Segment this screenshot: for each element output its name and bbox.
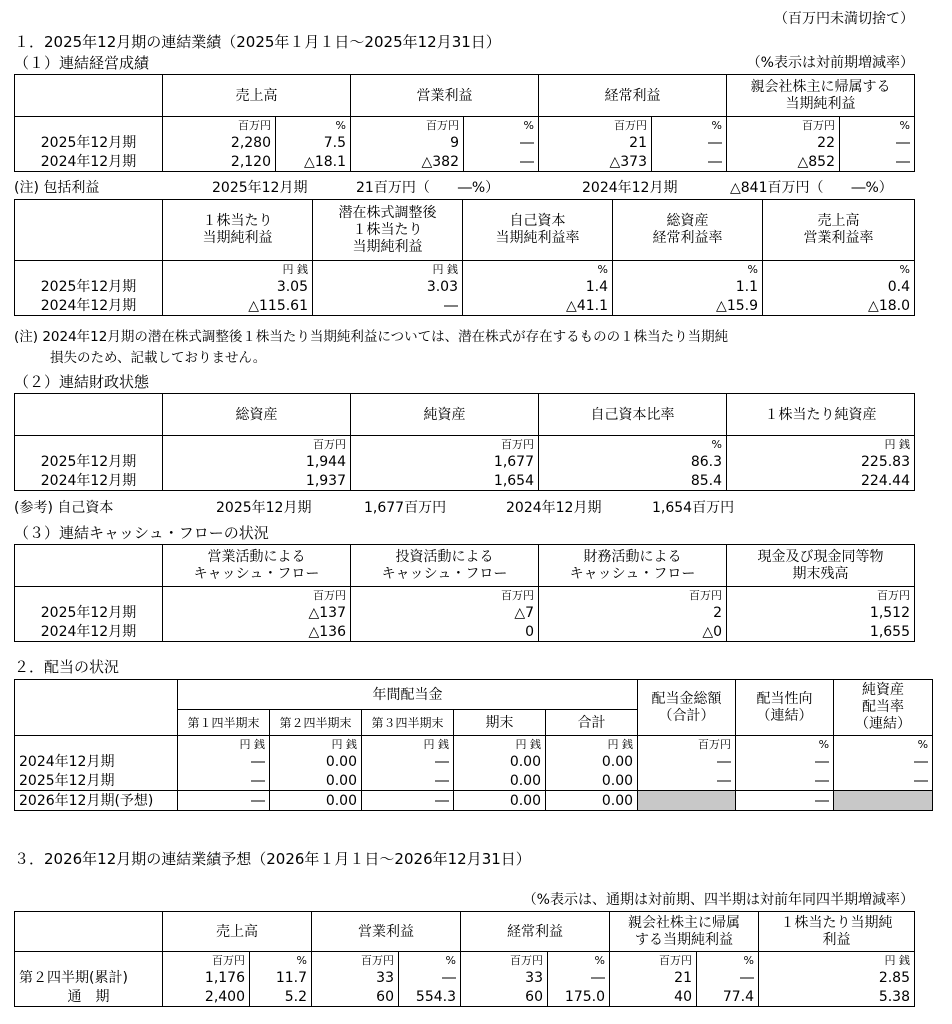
cell: △18.1 (276, 153, 351, 172)
table-row (15, 969, 915, 988)
header-net-assets: 純資産 (351, 394, 539, 436)
header-total-assets: 総資産 (163, 394, 351, 436)
unit: 百万円 (163, 436, 351, 453)
unit: % (652, 117, 727, 134)
cash-flow-table (14, 544, 915, 642)
row-label: 2026年12月期(予想) (15, 791, 178, 811)
cell: 0.00 (270, 791, 362, 811)
cell: 85.4 (539, 472, 727, 491)
cell: ― (362, 772, 454, 791)
row-label: 2025年12月期 (15, 453, 163, 472)
diluted-eps-note-line2: 損失のため、記載しておりません。 (50, 350, 267, 366)
table-row (15, 753, 933, 772)
cell: 7.5 (276, 134, 351, 153)
table-row (15, 278, 915, 297)
cell: ― (840, 134, 915, 153)
equity-ref-period-2: 2024年12月期 (506, 500, 602, 516)
row-label: 2024年12月期 (15, 753, 178, 772)
cell: ― (736, 753, 834, 772)
header-q3-end: 第３四半期末 (362, 710, 454, 736)
cell: ― (834, 772, 933, 791)
header-ordinary-income: 経常利益 (461, 912, 610, 952)
row-label: 2025年12月期 (15, 278, 163, 297)
table-row (15, 988, 915, 1007)
unit: % (399, 952, 461, 969)
equity-ref-period-1: 2025年12月期 (216, 500, 312, 516)
row-label: 2025年12月期 (15, 772, 178, 791)
unit: % (464, 117, 539, 134)
header-investing-cf: 投資活動による キャッシュ・フロー (351, 545, 539, 587)
cell: 1,937 (163, 472, 351, 491)
header-operating-margin: 売上高 営業利益率 (763, 200, 915, 261)
table-row (15, 134, 915, 153)
comprehensive-income-value-1: 21百万円（ ―%） (356, 180, 500, 196)
cell: ― (362, 791, 454, 811)
unit-note: （百万円未満切捨て） (774, 11, 914, 27)
cell: ― (548, 969, 610, 988)
cell: ― (399, 969, 461, 988)
cell-shaded (638, 791, 736, 811)
cell: ― (362, 753, 454, 772)
table-row (15, 791, 933, 811)
row-label: 2025年12月期 (15, 604, 163, 623)
unit: % (463, 261, 613, 278)
cell: △115.61 (163, 297, 313, 316)
unit: % (834, 736, 933, 753)
row-label: 2025年12月期 (15, 134, 163, 153)
cell: 33 (312, 969, 399, 988)
equity-ref-value-2: 1,654百万円 (652, 500, 735, 516)
unit: % (840, 117, 915, 134)
cell: ― (736, 791, 834, 811)
cell: 2,400 (163, 988, 250, 1007)
cell: 0.00 (270, 753, 362, 772)
comprehensive-income-period-2: 2024年12月期 (582, 180, 678, 196)
cell: 1,677 (351, 453, 539, 472)
cell: 1,176 (163, 969, 250, 988)
cell: 9 (351, 134, 464, 153)
cell: 1,944 (163, 453, 351, 472)
cell: 2 (539, 604, 727, 623)
unit: 百万円 (610, 952, 697, 969)
cell: 2.85 (759, 969, 915, 988)
header-payout-ratio: 配当性向 （連結） (736, 680, 834, 736)
row-label: 2024年12月期 (15, 623, 163, 642)
cell: 40 (610, 988, 697, 1007)
header-cash-end: 現金及び現金同等物 期末残高 (727, 545, 915, 587)
cell: 77.4 (697, 988, 759, 1007)
table-row (15, 453, 915, 472)
unit: % (250, 952, 312, 969)
cell: 0.00 (546, 753, 638, 772)
header-financing-cf: 財務活動による キャッシュ・フロー (539, 545, 727, 587)
header-equity-ratio: 自己資本比率 (539, 394, 727, 436)
cell: 21 (539, 134, 652, 153)
cell: ― (313, 297, 463, 316)
comprehensive-income-label: (注) 包括利益 (14, 180, 100, 196)
table-row (15, 604, 915, 623)
unit: 円 銭 (163, 261, 313, 278)
unit: 百万円 (163, 587, 351, 604)
unit: 百万円 (312, 952, 399, 969)
row-label: 第２四半期(累計) (15, 969, 163, 988)
forecast-table (14, 911, 915, 1007)
forecast-pct-note: （%表示は、通期は対前期、四半期は対前年同四半期増減率） (522, 892, 914, 908)
header-roe: 自己資本 当期純利益率 (463, 200, 613, 261)
cell: ― (464, 153, 539, 172)
cell: 0.00 (546, 772, 638, 791)
cell: ― (638, 753, 736, 772)
unit: 円 銭 (362, 736, 454, 753)
cell: 33 (461, 969, 548, 988)
section1-sub2: （２）連結財政状態 (14, 373, 150, 391)
cell: ― (834, 753, 933, 772)
cell: 2,120 (163, 153, 276, 172)
table-row (15, 297, 915, 316)
header-ordinary-income: 経常利益 (539, 75, 727, 117)
cell: ― (736, 772, 834, 791)
cell: 11.7 (250, 969, 312, 988)
operating-results-table (14, 74, 915, 172)
cell: 554.3 (399, 988, 461, 1007)
cell: △136 (163, 623, 351, 642)
comprehensive-income-period-1: 2025年12月期 (212, 180, 308, 196)
section1-sub3: （３）連結キャッシュ・フローの状況 (14, 524, 269, 542)
cell: ― (638, 772, 736, 791)
unit: 百万円 (727, 587, 915, 604)
unit: 百万円 (351, 117, 464, 134)
cell: 3.05 (163, 278, 313, 297)
dividend-table (14, 679, 933, 811)
cell: ― (178, 753, 270, 772)
unit: % (276, 117, 351, 134)
header-annual-dividend: 年間配当金 (178, 680, 638, 710)
section1-sub1: （１）連結経営成績 (14, 54, 150, 72)
unit: 百万円 (351, 436, 539, 453)
header-eps: １株当たり 当期純利益 (163, 200, 313, 261)
cell: 21 (610, 969, 697, 988)
cell: △18.0 (763, 297, 915, 316)
header-operating-cf: 営業活動による キャッシュ・フロー (163, 545, 351, 587)
cell: ― (652, 134, 727, 153)
unit: 円 銭 (178, 736, 270, 753)
section3-title: ３．2026年12月期の連結業績予想（2026年１月１日～2026年12月31日） (14, 850, 531, 868)
per-share-table (14, 199, 915, 316)
header-q2-end: 第２四半期末 (270, 710, 362, 736)
cell: 5.38 (759, 988, 915, 1007)
cell: ― (697, 969, 759, 988)
header-eps: １株当たり当期純 利益 (759, 912, 915, 952)
header-dividend-total: 配当金総額 （合計） (638, 680, 736, 736)
table-row (15, 772, 933, 791)
cell: 60 (312, 988, 399, 1007)
unit: 百万円 (163, 117, 276, 134)
header-sales: 売上高 (163, 75, 351, 117)
cell: △137 (163, 604, 351, 623)
cell: 0.00 (546, 791, 638, 811)
row-label: 通 期 (15, 988, 163, 1007)
cell: 1.1 (613, 278, 763, 297)
unit: 百万円 (461, 952, 548, 969)
cell: 86.3 (539, 453, 727, 472)
cell: △7 (351, 604, 539, 623)
cell: 0.00 (270, 772, 362, 791)
section2-title: ２．配当の状況 (14, 658, 120, 676)
row-label: 2024年12月期 (15, 297, 163, 316)
diluted-eps-note-line1: (注) 2024年12月期の潜在株式調整後１株当たり当期純利益については、潜在株式が存在するものの１株当たり当期純 (14, 329, 729, 345)
cell: 175.0 (548, 988, 610, 1007)
cell: 0 (351, 623, 539, 642)
unit: % (736, 736, 834, 753)
row-label: 2024年12月期 (15, 153, 163, 172)
equity-ref-label: (参考) 自己資本 (14, 500, 114, 516)
cell: 0.00 (454, 772, 546, 791)
pct-note: （%表示は対前期増減率） (746, 55, 914, 71)
row-label: 2024年12月期 (15, 472, 163, 491)
header-sales: 売上高 (163, 912, 312, 952)
cell: △382 (351, 153, 464, 172)
table-row (15, 472, 915, 491)
cell: 22 (727, 134, 840, 153)
unit: 百万円 (638, 736, 736, 753)
cell: 0.00 (454, 791, 546, 811)
unit: 百万円 (539, 587, 727, 604)
header-operating-income: 営業利益 (351, 75, 539, 117)
header-year-end: 期末 (454, 710, 546, 736)
header-q1-end: 第１四半期末 (178, 710, 270, 736)
unit: 百万円 (727, 117, 840, 134)
header-net-income: 親会社株主に帰属する 当期純利益 (727, 75, 915, 117)
cell: △0 (539, 623, 727, 642)
unit: % (613, 261, 763, 278)
unit: % (548, 952, 610, 969)
unit: 百万円 (163, 952, 250, 969)
cell: △41.1 (463, 297, 613, 316)
table-row (15, 623, 915, 642)
section1-title: １．2025年12月期の連結業績（2025年１月１日～2025年12月31日） (14, 33, 501, 51)
unit: 円 銭 (546, 736, 638, 753)
cell: 224.44 (727, 472, 915, 491)
cell: 60 (461, 988, 548, 1007)
cell: 1.4 (463, 278, 613, 297)
cell: 3.03 (313, 278, 463, 297)
cell-shaded (834, 791, 933, 811)
table-row (15, 153, 915, 172)
cell: 1,655 (727, 623, 915, 642)
unit: 円 銭 (454, 736, 546, 753)
unit: % (697, 952, 759, 969)
cell: 225.83 (727, 453, 915, 472)
cell: ― (178, 791, 270, 811)
unit: 円 銭 (270, 736, 362, 753)
cell: △15.9 (613, 297, 763, 316)
equity-ref-value-1: 1,677百万円 (364, 500, 447, 516)
cell: ― (178, 772, 270, 791)
unit: 百万円 (351, 587, 539, 604)
cell: ― (464, 134, 539, 153)
header-net-income: 親会社株主に帰属 する当期純利益 (610, 912, 759, 952)
cell: 2,280 (163, 134, 276, 153)
financial-position-table (14, 393, 915, 491)
cell: △373 (539, 153, 652, 172)
header-dividend-on-equity: 純資産 配当率 （連結） (834, 680, 933, 736)
header-bps: １株当たり純資産 (727, 394, 915, 436)
header-roa: 総資産 経常利益率 (613, 200, 763, 261)
unit: 円 銭 (759, 952, 915, 969)
cell: 0.00 (454, 753, 546, 772)
cell: 5.2 (250, 988, 312, 1007)
unit: 円 銭 (313, 261, 463, 278)
cell: △852 (727, 153, 840, 172)
unit: 円 銭 (727, 436, 915, 453)
cell: 1,654 (351, 472, 539, 491)
cell: 0.4 (763, 278, 915, 297)
cell: ― (652, 153, 727, 172)
header-diluted-eps: 潜在株式調整後 １株当たり 当期純利益 (313, 200, 463, 261)
unit: % (763, 261, 915, 278)
comprehensive-income-value-2: △841百万円（ ―%） (730, 180, 893, 196)
unit: 百万円 (539, 117, 652, 134)
cell: ― (840, 153, 915, 172)
header-total: 合計 (546, 710, 638, 736)
cell: 1,512 (727, 604, 915, 623)
unit: % (539, 436, 727, 453)
header-operating-income: 営業利益 (312, 912, 461, 952)
